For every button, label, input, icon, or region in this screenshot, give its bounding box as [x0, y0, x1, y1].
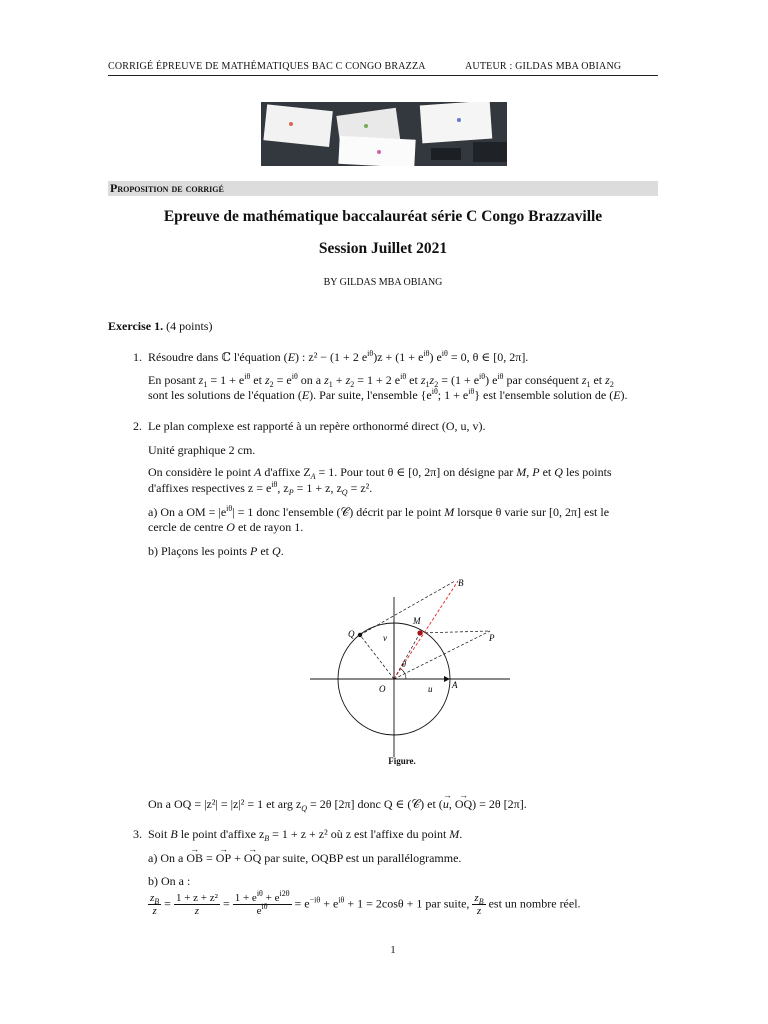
page-number: 1: [390, 944, 396, 956]
exercise-points: (4 points): [166, 319, 213, 333]
banner-image: [261, 102, 507, 166]
header-left: CORRIGÉ ÉPREUVE DE MATHÉMATIQUES BAC C CONGO BRAZZA: [108, 61, 426, 72]
q3-line3: b) On a :: [148, 874, 191, 888]
figure-caption: Figure.: [388, 756, 416, 766]
q2-number: 2.: [133, 419, 142, 433]
section-bar: [108, 181, 658, 196]
q3-formula: $\frac{z_B}{z}$ = $\frac{\text{1 + z + z²}}{z}$ = $\frac{1 + e^{i\theta} + e^{i2\theta}}{e^{i\theta}}$ = $e^{-i\theta} + e^{i\theta} + 1 = 2\cos\theta + 1$ par suite, $\frac{z_B}{z}$ est un nombre réel.: [150, 889, 581, 917]
point-Q: [358, 633, 362, 637]
header-divider: [108, 75, 658, 76]
oq-line: On a OQ = |z²| = |z|² = 1 et arg $z_Q = 2\theta$ [2π] donc Q ∈ (𝒞) et (→ u, → OQ) = 2θ [2π].: [148, 797, 527, 812]
label-u: u: [428, 684, 433, 694]
label-Q: Q: [348, 629, 355, 639]
byline: BY GILDAS MBA OBIANG: [323, 277, 443, 288]
q3-line1: Soit B le point d'affixe $z_B = 1 + z + z^2$ où z est l'affixe du point M.: [148, 827, 463, 843]
q2-line7: b) Plaçons les points P et Q.: [148, 544, 284, 558]
q1-number: 1.: [133, 350, 142, 364]
page-subtitle: Session Juillet 2021: [318, 240, 448, 257]
q2-line6: cercle de centre O et de rayon 1.: [148, 520, 304, 534]
exercise-label: Exercise 1.: [108, 319, 164, 333]
section-title: Proposition de corrigé: [110, 181, 224, 195]
q1-answer-line1: En posant $z_1 = 1 + e^{i\theta}$ et $z_2 = e^{i\theta}$ on a $z_1 + z_2 = 1 + 2$ $e^{i\theta}$ et $z_1z_2 = (1 + e^{i\theta})$ $e^{i\theta}$ par conséquent $z_1$ et $z_2$: [148, 372, 614, 389]
label-v: v: [383, 633, 387, 643]
q3-number: 3.: [133, 827, 142, 841]
page-title: Epreuve de mathématique baccalauréat série C Congo Brazzaville: [163, 208, 603, 225]
q2-line1: Le plan complexe est rapporté à un repère orthonormé direct (O, u, v).: [148, 419, 486, 433]
q1-answer-line2: sont les solutions de l'équation (E). Par suite, l'ensemble {$e^{i\theta}$; $1 + e^{i\theta}$} est l'ensemble solution de (E).: [148, 387, 628, 402]
q2-line4: d'affixes respectives $z = e^{i\theta}$, $z_P = 1 + z$, $z_Q = z^2$.: [148, 480, 373, 497]
q2-line3: On considère le point A d'affixe $Z_A = 1$. Pour tout θ ∈ [0, 2π] on désigne par M, P et Q les points: [148, 465, 612, 481]
label-O: O: [379, 684, 386, 694]
label-P: P: [489, 633, 495, 643]
exercise-header: [108, 319, 212, 334]
header-right: AUTEUR : GILDAS MBA OBIANG: [465, 61, 622, 72]
q1-statement: Résoudre dans ℂ l'équation (E) : z² − (1 + 2 $e^{i\theta})z + (1 + e^{i\theta})$ $e^{i\theta} = 0$, θ ∈ [0, 2π].: [148, 349, 529, 364]
label-M: M: [413, 616, 421, 626]
point-M: [417, 630, 422, 635]
q3-line2: a) On a → OB = → OP + → OQ par suite, OQBP est un parallélogramme.: [148, 851, 461, 866]
label-B: B: [458, 578, 464, 588]
figure-diagram: [310, 575, 510, 760]
label-theta: θ: [402, 660, 406, 669]
label-A: A: [452, 680, 458, 690]
q2-line2: Unité graphique 2 cm.: [148, 443, 256, 457]
q2-line5: a) On a OM = $|e^{i\theta}| = 1$ donc l'ensemble (𝒞) décrit par le point M lorsque θ varie sur [0, 2π] est le: [148, 504, 610, 519]
